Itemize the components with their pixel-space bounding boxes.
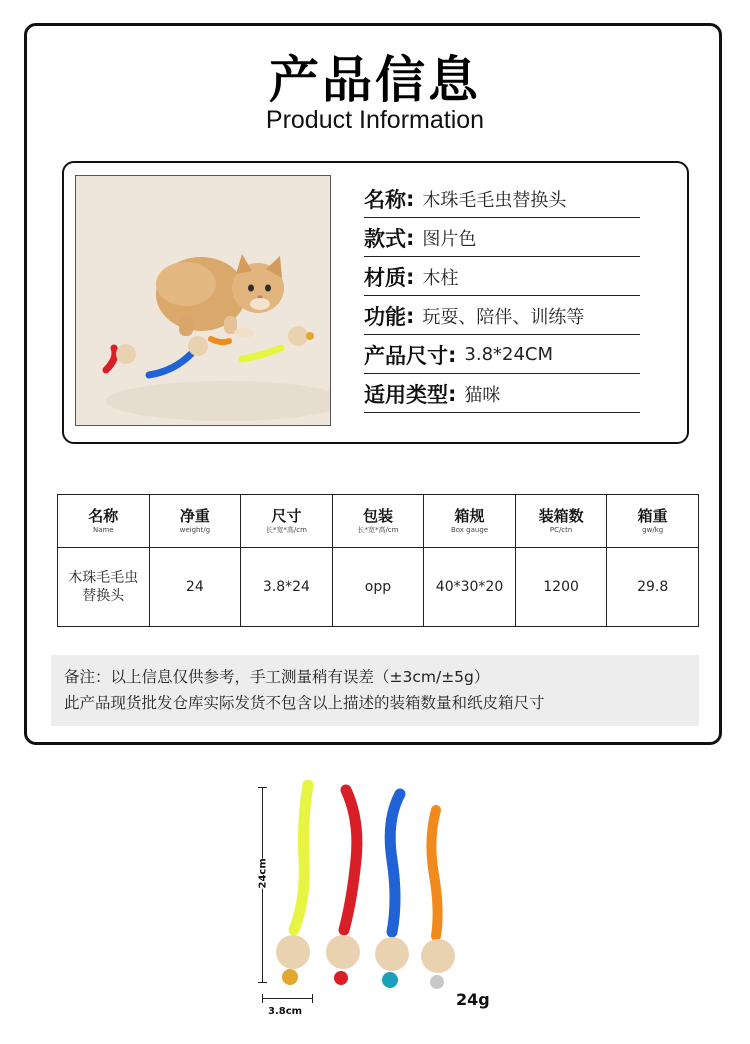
note-box xyxy=(51,655,699,726)
table-cell-qty: 1200 xyxy=(515,548,607,627)
note-line-2: 此产品现货批发仓库实际发货不包含以上描述的装箱数量和纸皮箱尺寸 xyxy=(64,694,545,712)
table-row xyxy=(58,548,699,627)
cat-with-toys-image xyxy=(76,176,331,426)
spec-key: 款式 xyxy=(364,226,406,251)
product-photo xyxy=(75,175,331,426)
spec-key: 适用类型 xyxy=(364,382,448,407)
spec-value: 木柱 xyxy=(422,267,459,289)
page-subtitle: Product Information xyxy=(265,106,485,134)
spec-row-function: 功能 : 玩耍、陪伴、训练等 xyxy=(364,297,640,335)
table-cell-weight: 24 xyxy=(149,548,241,627)
weight-label: 24g xyxy=(456,990,490,1009)
spec-key: 名称 xyxy=(364,187,406,212)
length-measure-cap xyxy=(258,787,267,788)
worm-toys-image xyxy=(268,780,468,1000)
spec-value: 玩耍、陪伴、训练等 xyxy=(422,306,585,328)
table-cell-size: 3.8*24 xyxy=(241,548,333,627)
length-label: 24cm xyxy=(257,858,269,889)
spec-value: 3.8*24CM xyxy=(464,344,554,365)
table-header-cell: 装箱数 PC/ctn xyxy=(515,495,607,548)
spec-value: 猫咪 xyxy=(464,384,501,406)
table-header-cell: 净重 weight/g xyxy=(149,495,241,548)
note-line-1: 备注：以上信息仅供参考，手工测量稍有误差（±3cm/±5g） xyxy=(64,668,490,686)
page-title: 产品信息 xyxy=(269,51,481,109)
packing-table xyxy=(57,494,699,627)
table-header-cell: 名称 Name xyxy=(58,495,150,548)
table-cell-name: 木珠毛毛虫 替换头 xyxy=(58,548,150,627)
width-label: 3.8cm xyxy=(268,1006,303,1017)
table-header-cell: 包装 长*宽*高/cm xyxy=(332,495,424,548)
table-header-cell: 箱规 Box gauge xyxy=(424,495,516,548)
spec-key: 产品尺寸 xyxy=(364,343,448,368)
width-measure-cap xyxy=(262,994,263,1003)
length-measure-cap xyxy=(258,982,267,983)
spec-key: 功能 xyxy=(364,304,406,329)
spec-row-material: 材质 : 木柱 xyxy=(364,258,640,296)
spec-row-size: 产品尺寸 : 3.8*24CM xyxy=(364,336,640,374)
table-header-cell: 箱重 gw/kg xyxy=(607,495,699,548)
table-cell-package: opp xyxy=(332,548,424,627)
table-header-row xyxy=(58,495,699,548)
spec-row-target: 适用类型 : 猫咪 xyxy=(364,375,640,413)
spec-value: 图片色 xyxy=(422,228,477,250)
spec-row-style: 款式 : 图片色 xyxy=(364,219,640,257)
table-header-cell: 尺寸 长*宽*高/cm xyxy=(241,495,333,548)
table-cell-box-weight: 29.8 xyxy=(607,548,699,627)
spec-row-name: 名称 : 木珠毛毛虫替换头 xyxy=(364,180,640,218)
spec-value: 木珠毛毛虫替换头 xyxy=(422,189,567,211)
table-cell-box: 40*30*20 xyxy=(424,548,516,627)
spec-key: 材质 xyxy=(364,265,406,290)
